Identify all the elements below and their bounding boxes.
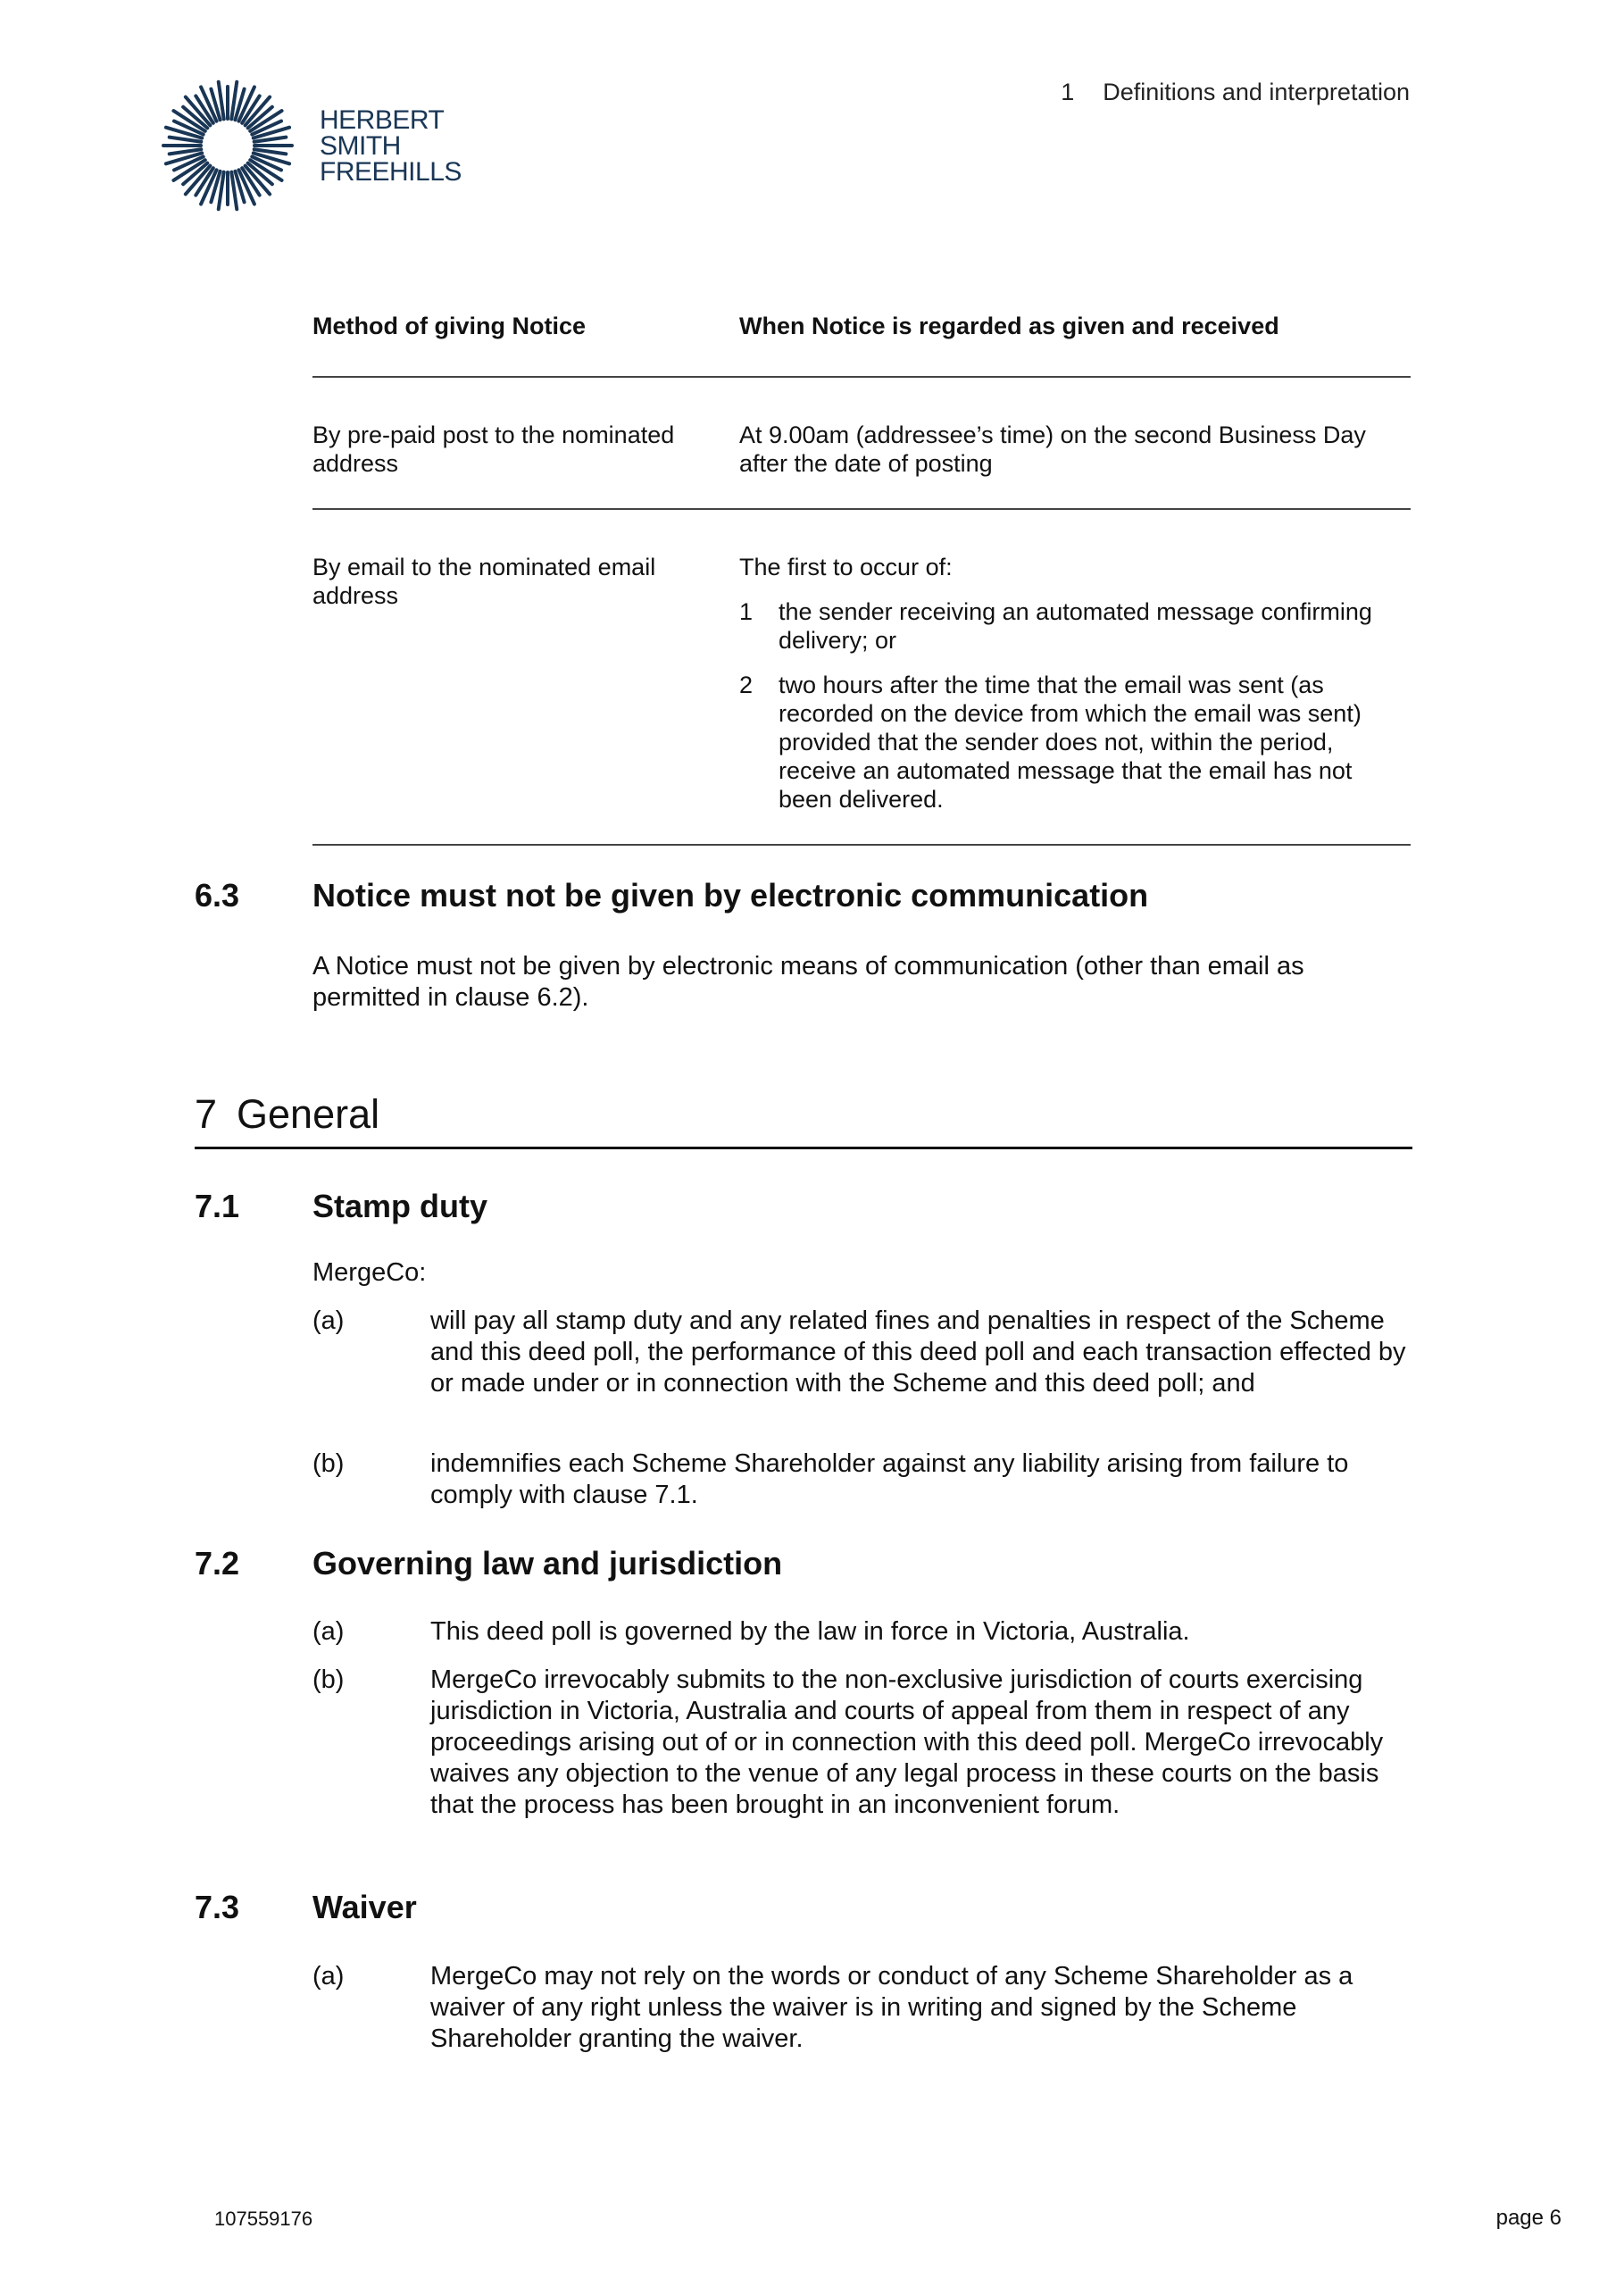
- clause-item-label: (b): [312, 1449, 345, 1478]
- clause-item-label: (b): [312, 1665, 345, 1694]
- notice-table: [312, 313, 1411, 846]
- running-header-number: 1: [1061, 79, 1075, 105]
- clause-item-text: MergeCo irrevocably submits to the non-exclusive jurisdiction of courts exercising jurisdiction in Victoria, Australia and courts of appeal from them in respect of any proceedings arising out of or in connection with this deed poll. MergeCo irrevocably waives any objection to the venue of any legal process in these courts on the basis that the process has been brought in an inconvenient forum.: [430, 1665, 1384, 1819]
- clause-item: [312, 1306, 1411, 1399]
- clause-heading-7-2: Governing law and jurisdiction: [312, 1545, 783, 1582]
- section-title-7: General: [237, 1091, 380, 1137]
- clause-item-label: (a): [312, 1617, 345, 1646]
- clause-item-text: indemnifies each Scheme Shareholder against any liability arising from failure to comply with clause 7.1.: [430, 1449, 1349, 1509]
- clause-item-label: (a): [312, 1306, 345, 1335]
- page-number: page 6: [1495, 2206, 1562, 2230]
- table-cell-when: [739, 553, 1411, 814]
- clause-item: [312, 1616, 1411, 1648]
- table-row-post: [312, 378, 1411, 510]
- logo-line-3: FREEHILLS: [320, 157, 462, 187]
- clause-item-text: MergeCo may not rely on the words or conduct of any Scheme Shareholder as a waiver of any right unless the waiver is in writing and signed by the Scheme Shareholder granting the waiver.: [430, 1962, 1353, 2053]
- table-cell-method: By pre-paid post to the nominated address: [312, 422, 675, 477]
- firm-logo-icon: [161, 79, 295, 213]
- clause-heading-6-3: Notice must not be given by electronic communication: [312, 877, 1149, 914]
- clause-heading-7-1: Stamp duty: [312, 1188, 488, 1224]
- logo-line-2: SMITH: [320, 131, 401, 161]
- clause-heading-7-3: Waiver: [312, 1889, 417, 1925]
- clause-number-7-1: 7.1: [195, 1188, 240, 1224]
- clause-item-text: This deed poll is governed by the law in force in Victoria, Australia.: [430, 1617, 1190, 1646]
- table-cell-method: By email to the nominated email address: [312, 554, 656, 609]
- clause-item: [312, 1448, 1411, 1511]
- logo-line-1: HERBERT: [320, 105, 445, 135]
- list-item: [739, 671, 1393, 814]
- clause-body-6-3: A Notice must not be given by electronic means of communication (other than email as permitted in clause 6.2).: [312, 952, 1304, 1012]
- list-item-number: 1: [739, 598, 754, 625]
- clause-item-text: will pay all stamp duty and any related fines and penalties in respect of the Scheme and this deed poll, the performance of this deed poll and each transaction effected by or made under or in connection with the Scheme and this deed poll; and: [430, 1306, 1406, 1398]
- running-header: [1061, 79, 1410, 106]
- table-cell-when: At 9.00am (addressee’s time) on the second Business Day after the date of posting: [739, 422, 1366, 477]
- table-row-email: [312, 510, 1411, 846]
- list-item-text: two hours after the time that the email was sent (as recorded on the device from which the email was sent) provided that the sender does not, within the period, receive an automated message that the email has not been delivered.: [779, 672, 1362, 813]
- table-cell-when-intro: The first to occur of:: [739, 554, 953, 580]
- clause-intro-7-1: MergeCo:: [312, 1258, 427, 1287]
- notice-table-header: [312, 313, 1411, 378]
- list-item-number: 2: [739, 672, 754, 698]
- section-number-7: 7: [195, 1091, 218, 1137]
- clause-number-7-2: 7.2: [195, 1545, 240, 1582]
- table-header-method: Method of giving Notice: [312, 313, 586, 339]
- list-item-text: the sender receiving an automated message confirming delivery; or: [779, 598, 1372, 654]
- clause-number-6-3: 6.3: [195, 877, 240, 914]
- firm-logo-wordmark: [320, 107, 462, 185]
- clause-item: [312, 1961, 1411, 2055]
- clause-item: [312, 1665, 1411, 1821]
- section-heading-7: [195, 1091, 1412, 1149]
- list-item: [739, 597, 1393, 655]
- clause-number-7-3: 7.3: [195, 1889, 240, 1925]
- clause-item-label: (a): [312, 1962, 345, 1991]
- running-header-title: Definitions and interpretation: [1103, 79, 1410, 105]
- table-header-when: When Notice is regarded as given and received: [739, 313, 1279, 339]
- document-id: 107559176: [214, 2208, 313, 2230]
